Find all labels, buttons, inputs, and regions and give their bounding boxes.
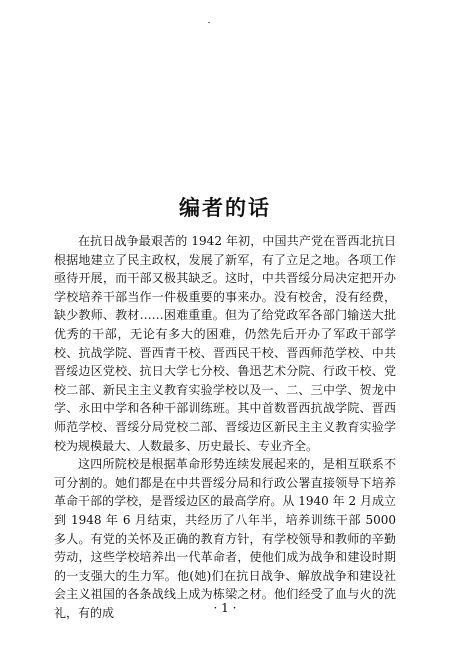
page-number: · 1 · <box>213 601 237 615</box>
print-speck <box>208 22 210 23</box>
paragraph: 这四所院校是根据革命形势连续发展起来的，是相互联系不可分割的。她们都是在中共晋绥分局和行政公署直接领导下培养革命干部的学校，是晋绥边区的最高学府。从 1940 年 2 月成立到 1948 年 6 月结束，共经历了八年半，培养训练干部 5000 多人。有党的关怀及正确的教育方针，有学校领导和教师的辛勤劳动，这些学校培养出一代革命者，使他们成为战争和建设时期的一支强大的生力军。他(她)们在抗日战争、解放战争和建设社会主义祖国的各条战线上成为栋梁之材。他们经受了血与火的洗礼，有的成 <box>54 457 396 620</box>
body-text <box>54 232 396 622</box>
page-title: 编者的话 <box>179 196 271 221</box>
paragraph: 在抗日战争最艰苦的 1942 年初，中国共产党在晋西北抗日根据地建立了民主政权，发展了新军，有了立足之地。各项工作亟待开展，而干部又极其缺乏。这时，中共晋绥分局决定把开办学校培养干部当作一件极重要的事来办。没有校舍，没有经费，缺少教师、教材……困难重重。但为了给党政军各部门输送大批优秀的干部，无论有多大的困难，仍然先后开办了军政干部学校、抗战学院、晋西青干校、晋西民干校、晋西师范学校、中共晋绥边区党校、抗日大学七分校、鲁迅艺术分院、行政干校、党校二部、新民主主义教育实验学校以及一、二、三中学、贺龙中学、永田中学和各种干部训练班。其中首数晋西抗战学院、晋西师范学校、晋绥分局党校二部、晋绥边区新民主主义教育实验学校为规模最大、人数最多、历史最长、专业齐全。 <box>54 234 396 453</box>
